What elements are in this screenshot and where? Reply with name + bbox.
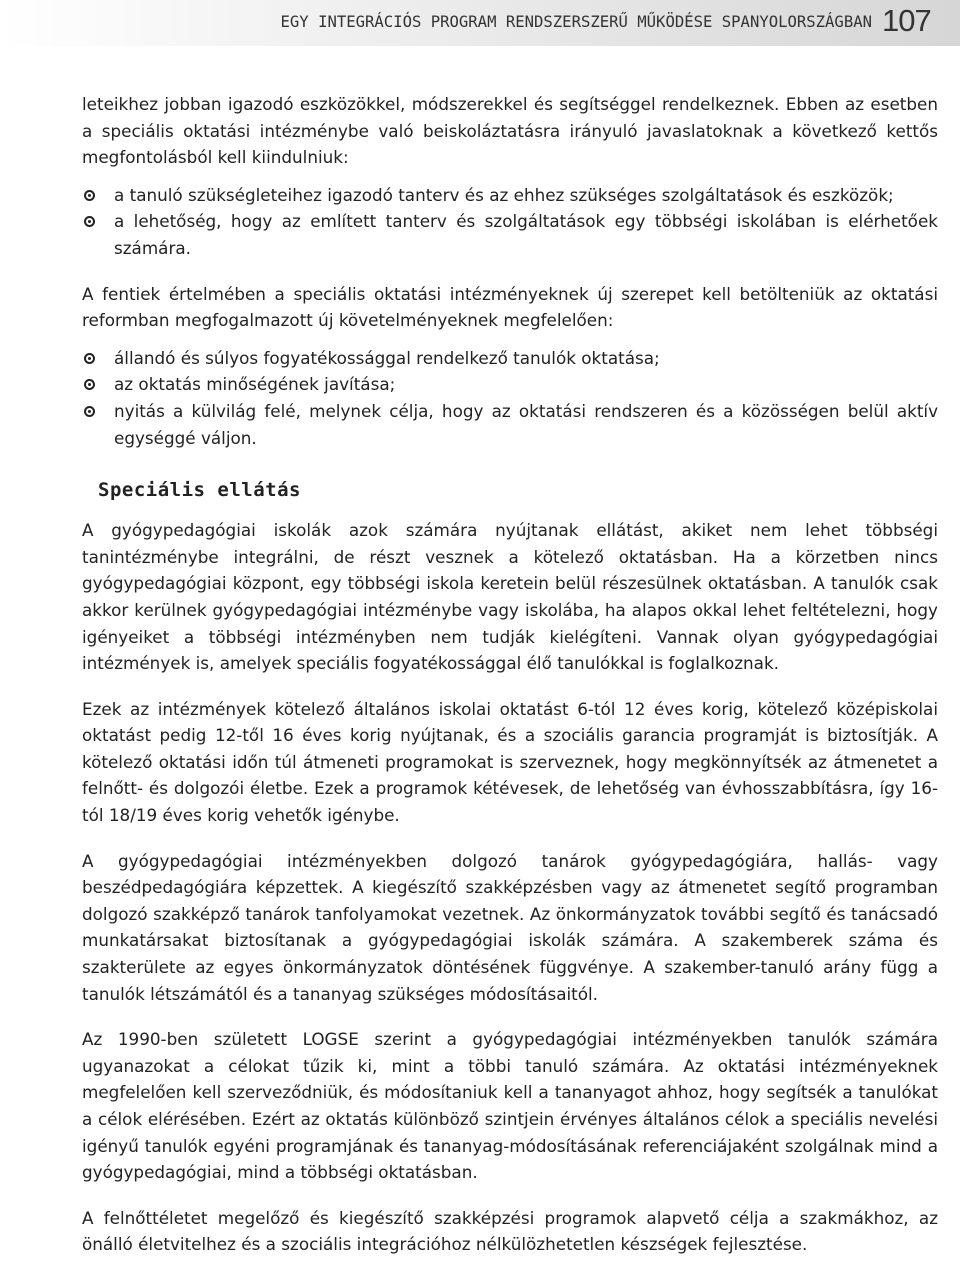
list-item xyxy=(82,182,938,209)
list-item xyxy=(82,371,938,398)
intro-bullet-list xyxy=(82,182,938,262)
body-text xyxy=(82,91,938,1258)
running-header-title: EGY INTEGRÁCIÓS PROGRAM RENDSZERSZERŰ MŰKÖDÉSE SPANYOLORSZÁGBAN xyxy=(280,13,872,31)
list-item-text: állandó és súlyos fogyatékossággal rendelkező tanulók oktatása; xyxy=(114,347,660,368)
list-item-text: a tanuló szükségleteihez igazodó tanterv és az ehhez szükséges szolgáltatások és eszközök; xyxy=(114,184,894,205)
section-paragraph: A gyógypedagógiai iskolák azok számára nyújtanak ellátást, akiket nem lehet többségi tanintézménybe integrálni, de részt vesznek a kötelező oktatásban. Ha a körzetben nincs gyógypedagógiai központ, egy többségi iskola keretein belül részesülnek oktatásban. A tanulók csak akkor kerülnek gyógypedagógiai intézménybe vagy iskolába, ha alapos okkal lehet feltételezni, hogy igényeiket a többségi intézményben nem tudják kielégíteni. Vannak olyan gyógypedagógiai intézmények is, amelyek speciális fogyatékossággal élő tanulókkal is foglalkoznak. xyxy=(82,520,938,674)
circle-bullet-icon xyxy=(84,406,95,417)
intro-paragraph: leteikhez jobban igazodó eszközökkel, módszerekkel és segítséggel rendelkeznek. Ebben az esetben a speciális oktatási intézménybe való beiskoláztatásra irányuló javaslatoknak a következő kettős megfontolásból kell kiindulniuk: xyxy=(82,94,938,168)
roles-bullet-list xyxy=(82,345,938,451)
section-paragraph: A gyógypedagógiai intézményekben dolgozó tanárok gyógypedagógiára, hallás- vagy beszédpedagógiára képzettek. A kiegészítő szakképzésben vagy az átmenetet segítő programban dolgozó szakképző tanárok tanfolyamokat vezetnek. Az önkormányzatok további segítő és tanácsadó munkatársakat biztosítanak a gyógypedagógiai iskolák számára. A szakemberek száma és szakterülete az egyes önkormányzatok döntésének függvénye. A szakember-tanuló arány függ a tanulók létszámától és a tananyag szükséges módosításaitól. xyxy=(82,850,938,1004)
list-item xyxy=(82,208,938,261)
page-number: 107 xyxy=(882,3,931,38)
list-item-text: a lehetőség, hogy az említett tanterv és szolgáltatások egy többségi iskolában is elérhetőek számára. xyxy=(114,211,938,258)
section-heading: Speciális ellátás xyxy=(98,479,301,502)
list-item xyxy=(82,398,938,451)
section-paragraph: A felnőttéletet megelőző és kiegészítő szakképzési programok alapvető célja a szakmákhoz, az önálló életvitelhez és a szociális integrációhoz nélkülözhetetlen készségek fejlesztése. xyxy=(82,1207,938,1255)
list-item-text: az oktatás minőségének javítása; xyxy=(114,374,396,395)
circle-bullet-icon xyxy=(84,190,95,201)
circle-bullet-icon xyxy=(84,216,95,227)
list-item xyxy=(82,345,938,372)
circle-bullet-icon xyxy=(84,353,95,364)
list-item-text: nyitás a külvilág felé, melynek célja, hogy az oktatási rendszeren és a közösségen belül aktív egységgé váljon. xyxy=(114,400,938,448)
roles-paragraph: A fentiek értelmében a speciális oktatási intézményeknek új szerepet kell betölteniük az oktatási reformban megfogalmazott új követelményeknek megfelelően: xyxy=(82,283,938,331)
section-paragraph: Ezek az intézmények kötelező általános iskolai oktatást 6-tól 12 éves korig, kötelező középiskolai oktatást pedig 12-től 16 éves korig nyújtanak, és a szociális garancia programját is biztosítják. A kötelező oktatási időn túl átmeneti programokat is szerveznek, hogy megkönnyítsék az átmenetet a felnőtt- és dolgozói életbe. Ezek a programok kétévesek, de lehetőség van évhosszabbításra, így 16-tól 18/19 éves korig vehetők igénybe. xyxy=(82,698,938,826)
circle-bullet-icon xyxy=(84,379,95,390)
section-paragraph: Az 1990-ben született LOGSE szerint a gyógypedagógiai intézményekben tanulók számára ugyanazokat a célokat tűzik ki, mint a többi tanuló számára. Az oktatási intézményeknek megfelelően kell szerveződniük, és módosítaniuk kell a tananyagot ahhoz, hogy segítsék a tanulókat a célok elérésében. Ezért az oktatás különböző szintjein érvényes általános célok a speciális nevelési igényű tanulók egyéni programjának és tananyag-módosításának referenciájaként szolgálnak mind a gyógypedagógiai, mind a többségi oktatásban. xyxy=(82,1029,938,1183)
running-header xyxy=(0,0,960,46)
